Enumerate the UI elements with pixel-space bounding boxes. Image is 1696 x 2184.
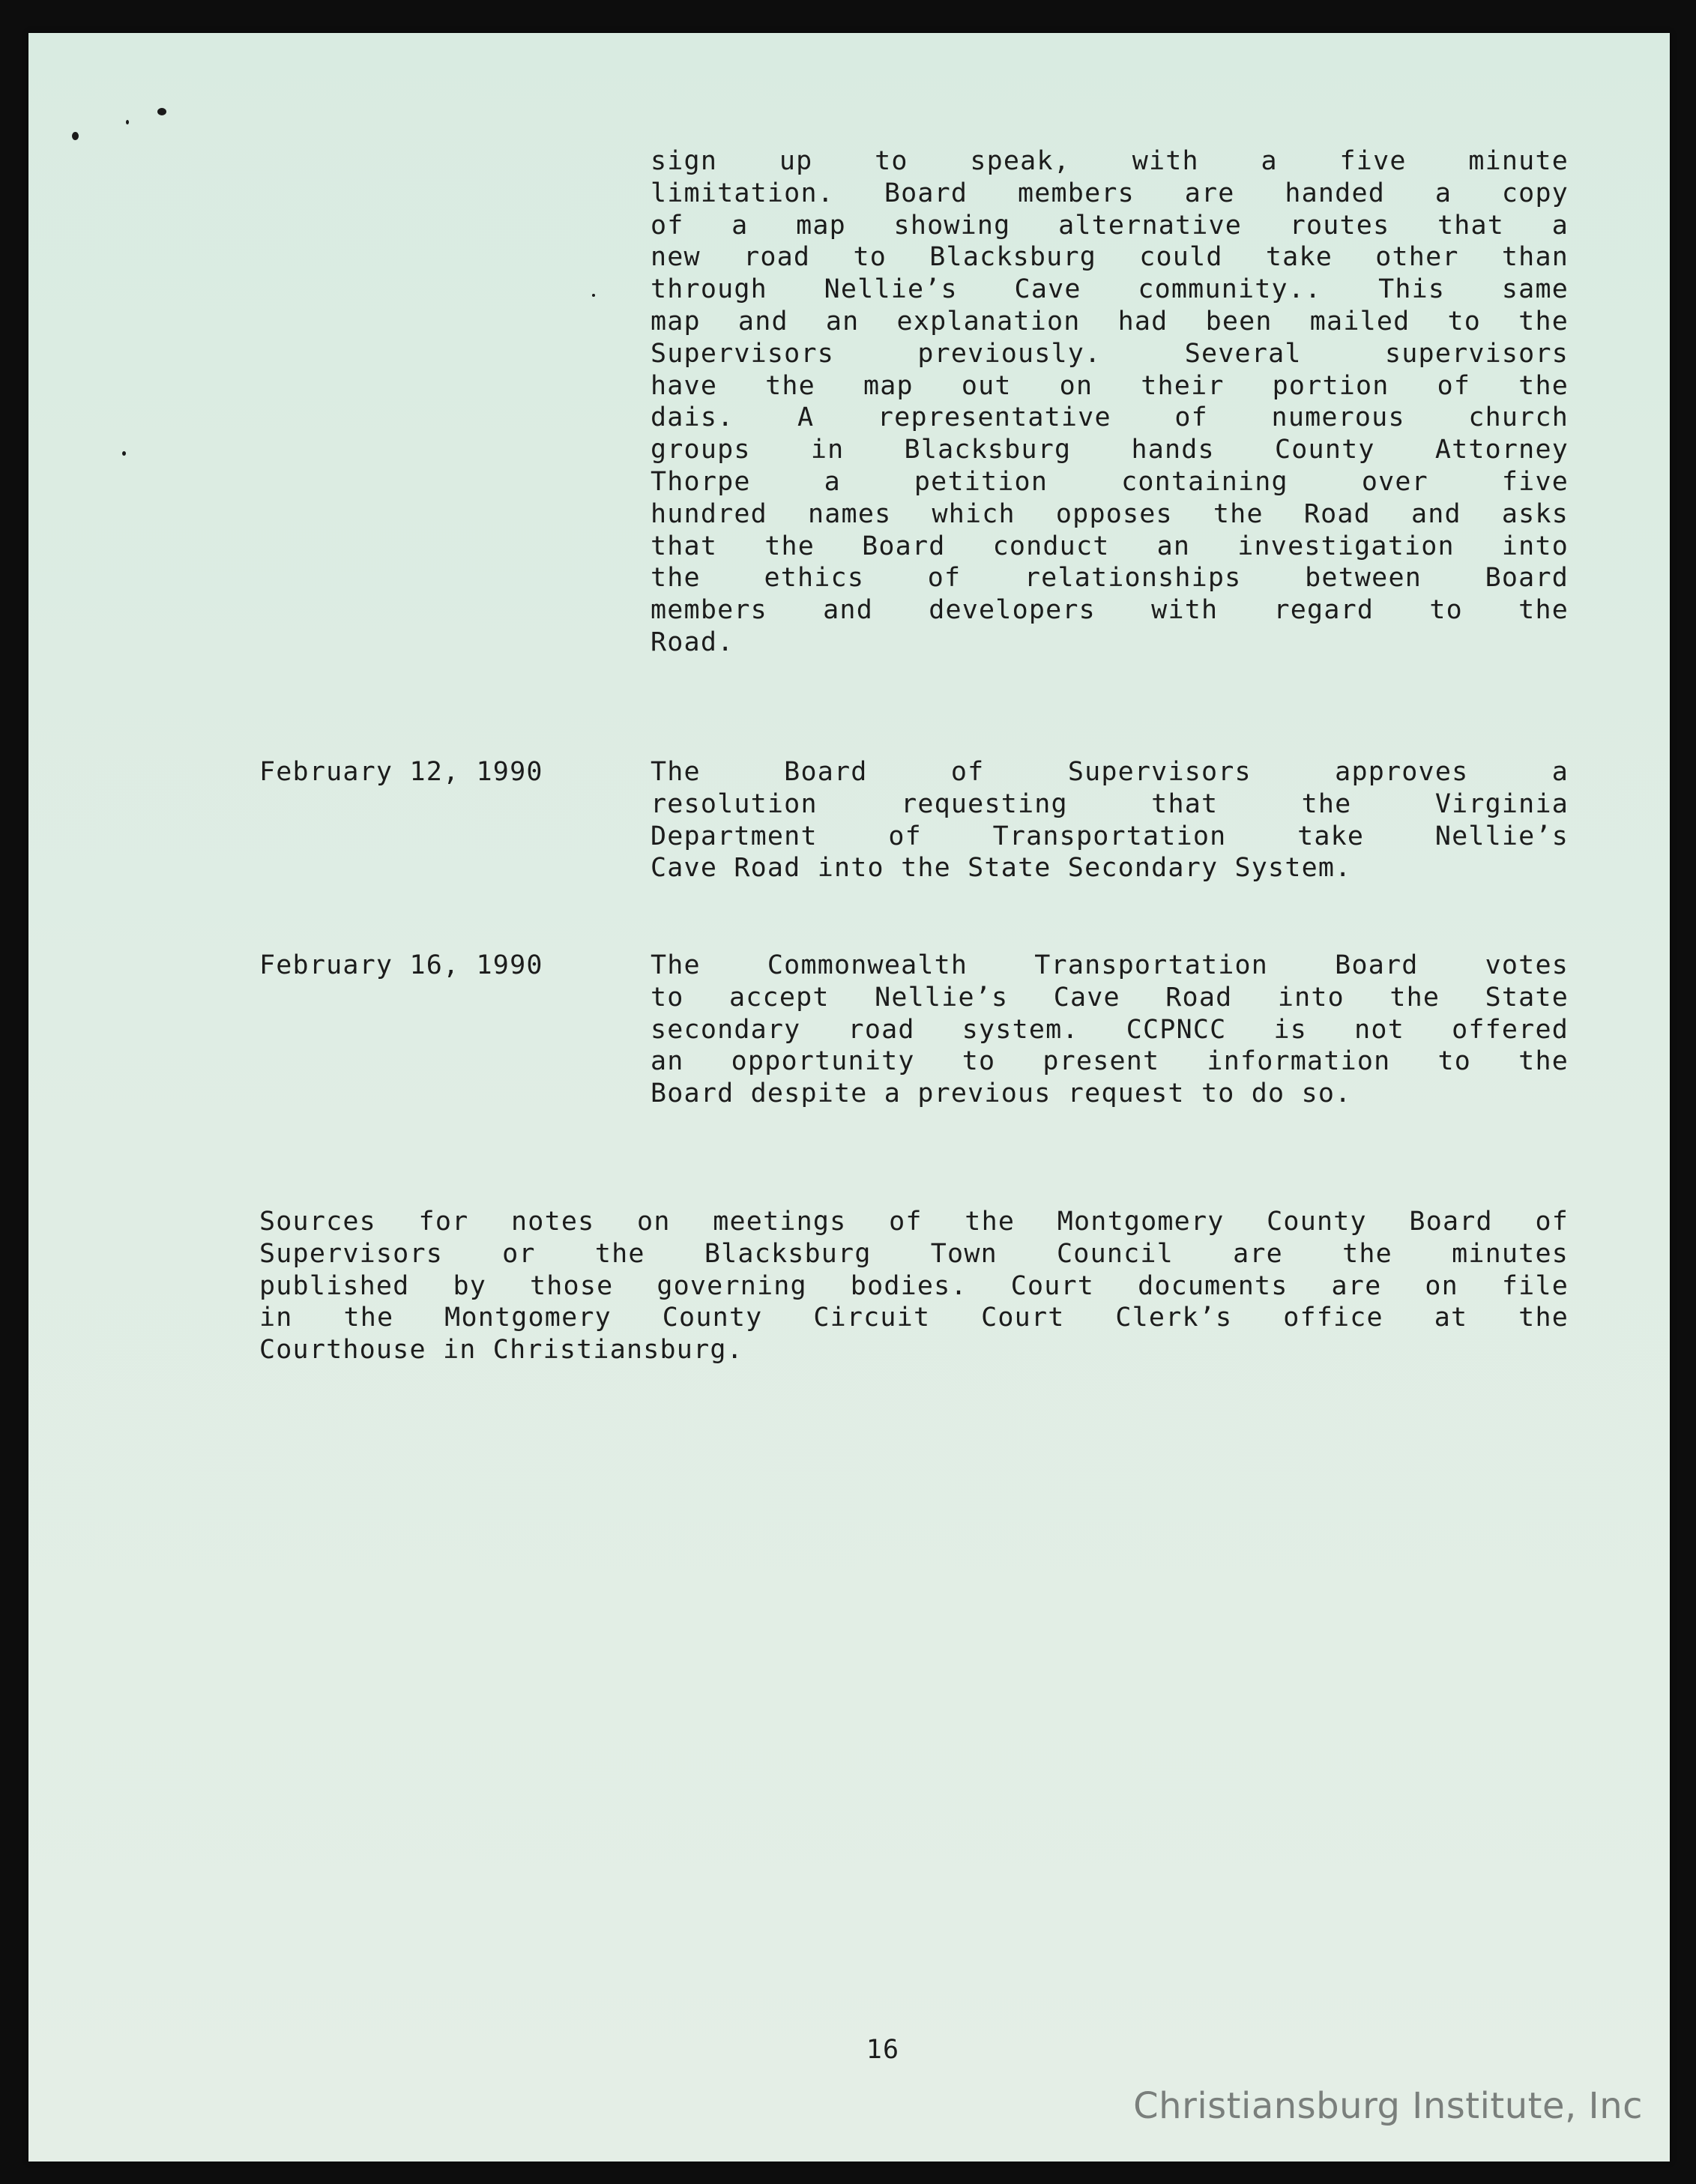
text-line: that the Board conduct an investigation into (651, 531, 1569, 561)
text-line: in the Montgomery County Circuit Court Clerk’s office at the (259, 1303, 1569, 1333)
archive-watermark: Christiansburg Institute, Inc (1133, 2085, 1643, 2127)
sources-note (259, 1206, 1569, 1366)
document-page (28, 33, 1670, 2162)
text-line: Cave Road into the State Secondary System. (651, 853, 1352, 884)
entry-description (651, 950, 1569, 1110)
text-line: resolution requesting that the Virginia (651, 788, 1569, 819)
text-line: The Commonwealth Transportation Board votes (651, 950, 1569, 980)
text-line: Courthouse in Christiansburg. (259, 1335, 743, 1366)
paper-speck (592, 294, 595, 297)
timeline-entry-feb-16-1990 (259, 950, 1569, 1114)
text-line: the ethics of relationships between Board (651, 563, 1569, 594)
text-line: Thorpe a petition containing over five (651, 466, 1569, 497)
text-line: published by those governing bodies. Court documents are on file (259, 1270, 1569, 1301)
entry-date: February 16, 1990 (259, 950, 543, 980)
paper-speck (157, 108, 166, 115)
text-line: The Board of Supervisors approves a (651, 757, 1569, 787)
text-line: Road. (651, 627, 734, 657)
text-line: to accept Nellie’s Cave Road into the State (651, 982, 1569, 1013)
page-number: 16 (866, 2035, 900, 2065)
text-line: have the map out on their portion of the (651, 370, 1569, 401)
entry-date: February 12, 1990 (259, 757, 543, 787)
text-line: sign up to speak, with a five minute (651, 146, 1569, 176)
paper-speck (126, 120, 129, 124)
text-line: through Nellie’s Cave community.. This same (651, 274, 1569, 305)
text-line: Board despite a previous request to do so. (651, 1079, 1352, 1109)
text-line: of a map showing alternative routes that a (651, 210, 1569, 241)
text-line: Department of Transportation take Nellie’s (651, 821, 1569, 851)
text-line: limitation. Board members are handed a copy (651, 178, 1569, 208)
continued-entry-text (651, 145, 1569, 659)
text-line: groups in Blacksburg hands County Attorney (651, 435, 1569, 465)
text-line: new road to Blacksburg could take other than (651, 242, 1569, 273)
text-line: Supervisors or the Blacksburg Town Council are the minutes (259, 1238, 1569, 1269)
entry-description (651, 756, 1569, 884)
text-line: dais. A representative of numerous church (651, 402, 1569, 433)
text-line: an opportunity to present information to the (651, 1046, 1569, 1077)
text-line: Sources for notes on meetings of the Montgomery County Board of (259, 1207, 1569, 1237)
text-line: hundred names which opposes the Road and asks (651, 498, 1569, 529)
timeline-entry-feb-12-1990 (259, 756, 1569, 891)
text-line: Supervisors previously. Several supervisors (651, 338, 1569, 369)
text-line: map and an explanation had been mailed to the (651, 306, 1569, 337)
text-line: secondary road system. CCPNCC is not offered (651, 1014, 1569, 1045)
paper-speck (122, 451, 126, 456)
paper-speck (72, 132, 79, 140)
text-line: members and developers with regard to the (651, 595, 1569, 626)
